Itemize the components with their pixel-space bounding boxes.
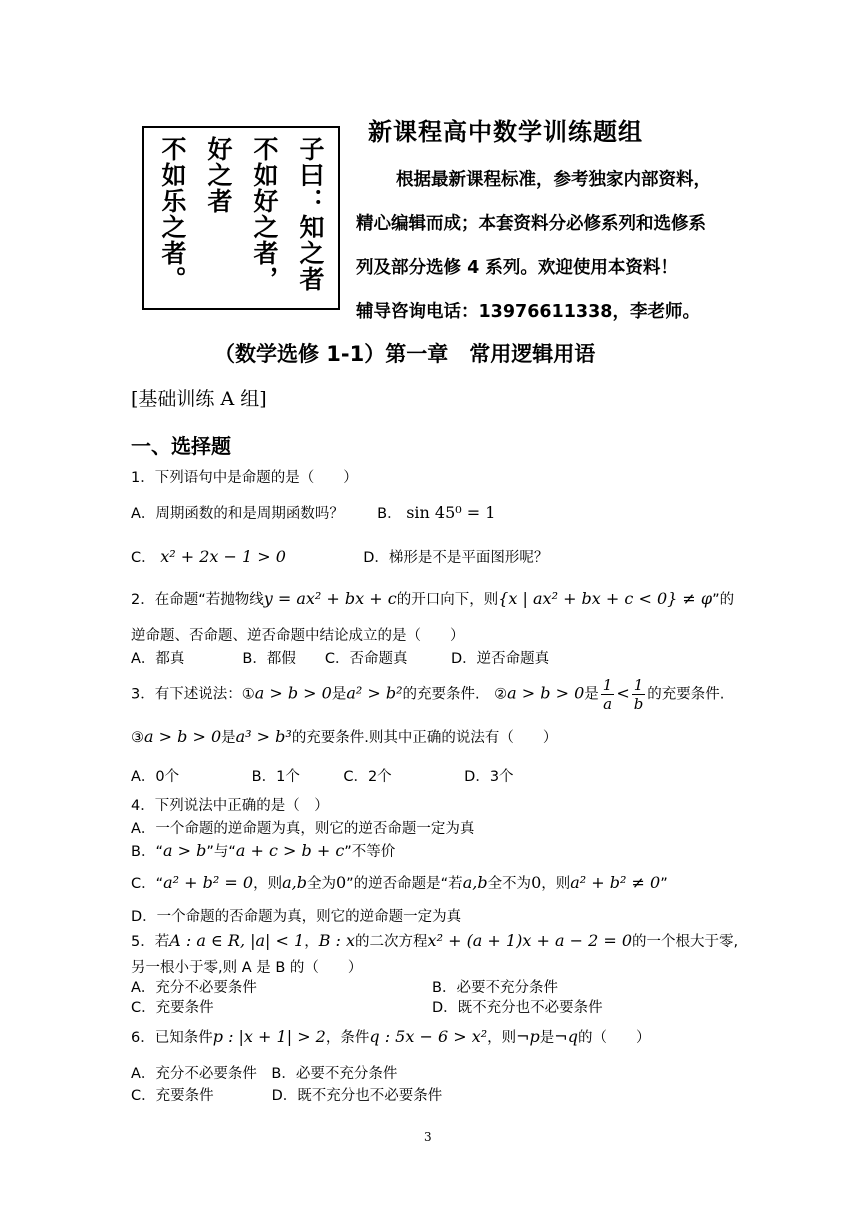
section-heading: 一、选择题 [131,434,231,458]
page-number: 3 [424,1130,432,1144]
q4-option-a: A．一个命题的逆命题为真，则它的逆否命题一定为真 [131,821,475,837]
q2-text-1: 2．在命题“若抛物线 [131,592,264,608]
q3-l2-math-1: a > b > 0 [144,727,222,746]
q4-c-math-2: a,b [282,873,307,892]
q6-math-4: ¬q [554,1027,578,1046]
q6-options-row-2: C．充要条件 D．既不充分也不必要条件 [131,1088,443,1104]
q3-fraction-2-num: 1 [633,676,644,694]
q4-c-text-3: 全为 [306,876,336,892]
q6-text-4: 是 [539,1030,555,1046]
q3-l2-text-2: 是 [221,730,236,746]
q3-text-1: 3．有下述说法：① [131,686,255,703]
q3-options: A．0个 B．1个 C．2个 D．3个 [131,769,514,785]
q2-math-1: y = ax² + bx + c [263,589,397,608]
quote-column-4: 不如乐之者。 [158,136,187,292]
q4-b-text-3: ”不等价 [344,844,396,860]
q3-text-3: 的充要条件. ② [402,686,508,703]
q5-text-1: 5．若 [131,934,170,950]
q6-text-1: 6．已知条件 [131,1030,213,1046]
q5-math-1: A : a ∈ R, |a| < 1 [169,931,305,950]
q1-option-c-math: x² + 2x − 1 > 0 [160,547,286,566]
q4-c-math-3: 0 [335,873,347,892]
q3-fraction-1-den: a [603,695,613,713]
intro-line-1: 根据最新课程标准，参考独家内部资料， [396,170,711,190]
q4-c-math-6: a² + b² ≠ 0 [570,873,661,892]
q3-fraction-1 [601,676,615,713]
intro-line-3: 列及部分选修 4 系列。欢迎使用本资料！ [356,258,678,278]
q3-line-1 [131,676,724,713]
quote-column-3: 好之者 [204,136,233,214]
q3-less-than: < [616,683,630,703]
q5-option-c: C．充要条件 [131,1000,214,1016]
q4-c-text-7: ” [660,876,668,892]
q6-math-2: q : 5x − 6 > x² [369,1027,488,1046]
q2-text-2: 的开口向下，则 [396,592,499,608]
q3-math-2: a² > b² [346,683,403,703]
q3-text-5: 的充要条件. [647,686,725,703]
q3-fraction-2 [632,676,646,713]
q4-c-text-4: ”的逆否命题是“若 [346,876,463,892]
q6-text-3: ，则 [487,1030,517,1046]
q6-text-2: ，条件 [325,1030,370,1046]
intro-block [356,158,756,334]
document-title: 新课程高中数学训练题组 [368,118,643,146]
q3-fraction-1-num: 1 [602,676,613,694]
q4-c-text-2: ，则 [253,876,283,892]
q5-line-1 [131,930,738,951]
q3-fraction-2-den: b [633,695,644,713]
q4-b-math-1: a > b [162,841,207,860]
intro-line-2: 精心编辑而成；本套资料分必修系列和选修系 [356,214,706,234]
q5-text-3: 的二次方程 [355,934,428,950]
q1-stem: 1．下列语句中是命题的是（ ） [131,470,358,486]
q4-option-c [131,872,668,893]
q5-option-d: D．既不充分也不必要条件 [432,1000,603,1016]
q1-option-d: D．梯形是不是平面图形呢？ [363,550,549,566]
q1-option-b-label: B． [377,506,402,522]
q3-l2-text-1: ③ [131,730,144,746]
q3-math-1: a > b > 0 [254,683,332,703]
q3-text-4: 是 [584,686,599,703]
q4-c-math-4: a,b [462,873,488,892]
q2-math-2: {x | ax² + bx + c < 0} ≠ φ [498,589,713,608]
q5-option-a: A．充分不必要条件 [131,980,257,996]
q4-option-d: D．一个命题的否命题为真，则它的逆命题一定为真 [131,909,462,925]
q2-options: A．都真 B．都假 C．否命题真 D．逆否命题真 [131,651,550,667]
contact-line: 辅导咨询电话：13976611338，李老师。 [356,302,700,322]
q1-option-a: A．周期函数的和是周期函数吗？ [131,506,344,522]
q2-line-1 [131,588,734,609]
q6-text-5: 的（ ） [577,1030,651,1046]
quote-box [142,126,340,310]
q6-math-1: p : |x + 1| > 2 [212,1027,326,1046]
q1-options-cd [131,546,548,567]
q5-line-2: 另一根小于零,则 A 是 B 的（ ） [131,960,363,976]
group-label: [基础训练 A 组] [131,388,267,410]
q6-options-row-1: A．充分不必要条件 B．必要不充分条件 [131,1066,398,1082]
q3-l2-math-2: a³ > b³ [235,727,292,746]
q4-c-text-6: ，则 [541,876,571,892]
q5-math-2: B : x [318,931,356,950]
q4-b-text-2: ”与“ [206,844,236,860]
quote-column-1: 子曰：知之者 [296,136,325,292]
q3-text-2: 是 [331,686,347,703]
q2-text-3: ”的 [712,592,735,608]
q3-l2-text-3: 的充要条件.则其中正确的说法有（ ） [291,730,558,746]
q4-b-text-1: B．“ [131,844,163,860]
q4-c-text-5: 全不为 [487,876,532,892]
q5-option-b: B．必要不充分条件 [432,980,558,996]
q4-b-math-2: a + c > b + c [235,841,345,860]
q1-options-ab [131,502,495,523]
q4-c-text-1: C．“ [131,876,164,892]
quote-column-2: 不如好之者， [250,136,279,292]
q5-math-3: x² + (a + 1)x + a − 2 = 0 [427,931,632,950]
q6-line-1 [131,1026,650,1047]
q1-option-b-math: sin 45⁰ = 1 [406,503,496,522]
q5-text-4: 的一个根大于零, [632,934,739,950]
q3-line-2 [131,726,557,747]
q5-text-2: ， [304,934,319,950]
q6-math-3: ¬p [516,1027,540,1046]
chapter-title: （数学选修 1-1）第一章 常用逻辑用语 [214,342,596,366]
q4-option-b [131,840,395,861]
q4-c-math-1: a² + b² = 0 [163,873,254,892]
q4-stem: 4．下列说法中正确的是（ ） [131,798,329,814]
q3-math-3: a > b > 0 [507,683,585,703]
q1-option-c-label: C． [131,550,156,566]
q2-line-2: 逆命题、否命题、逆否命题中结论成立的是（ ） [131,628,465,644]
q4-c-math-5: 0 [531,873,542,892]
